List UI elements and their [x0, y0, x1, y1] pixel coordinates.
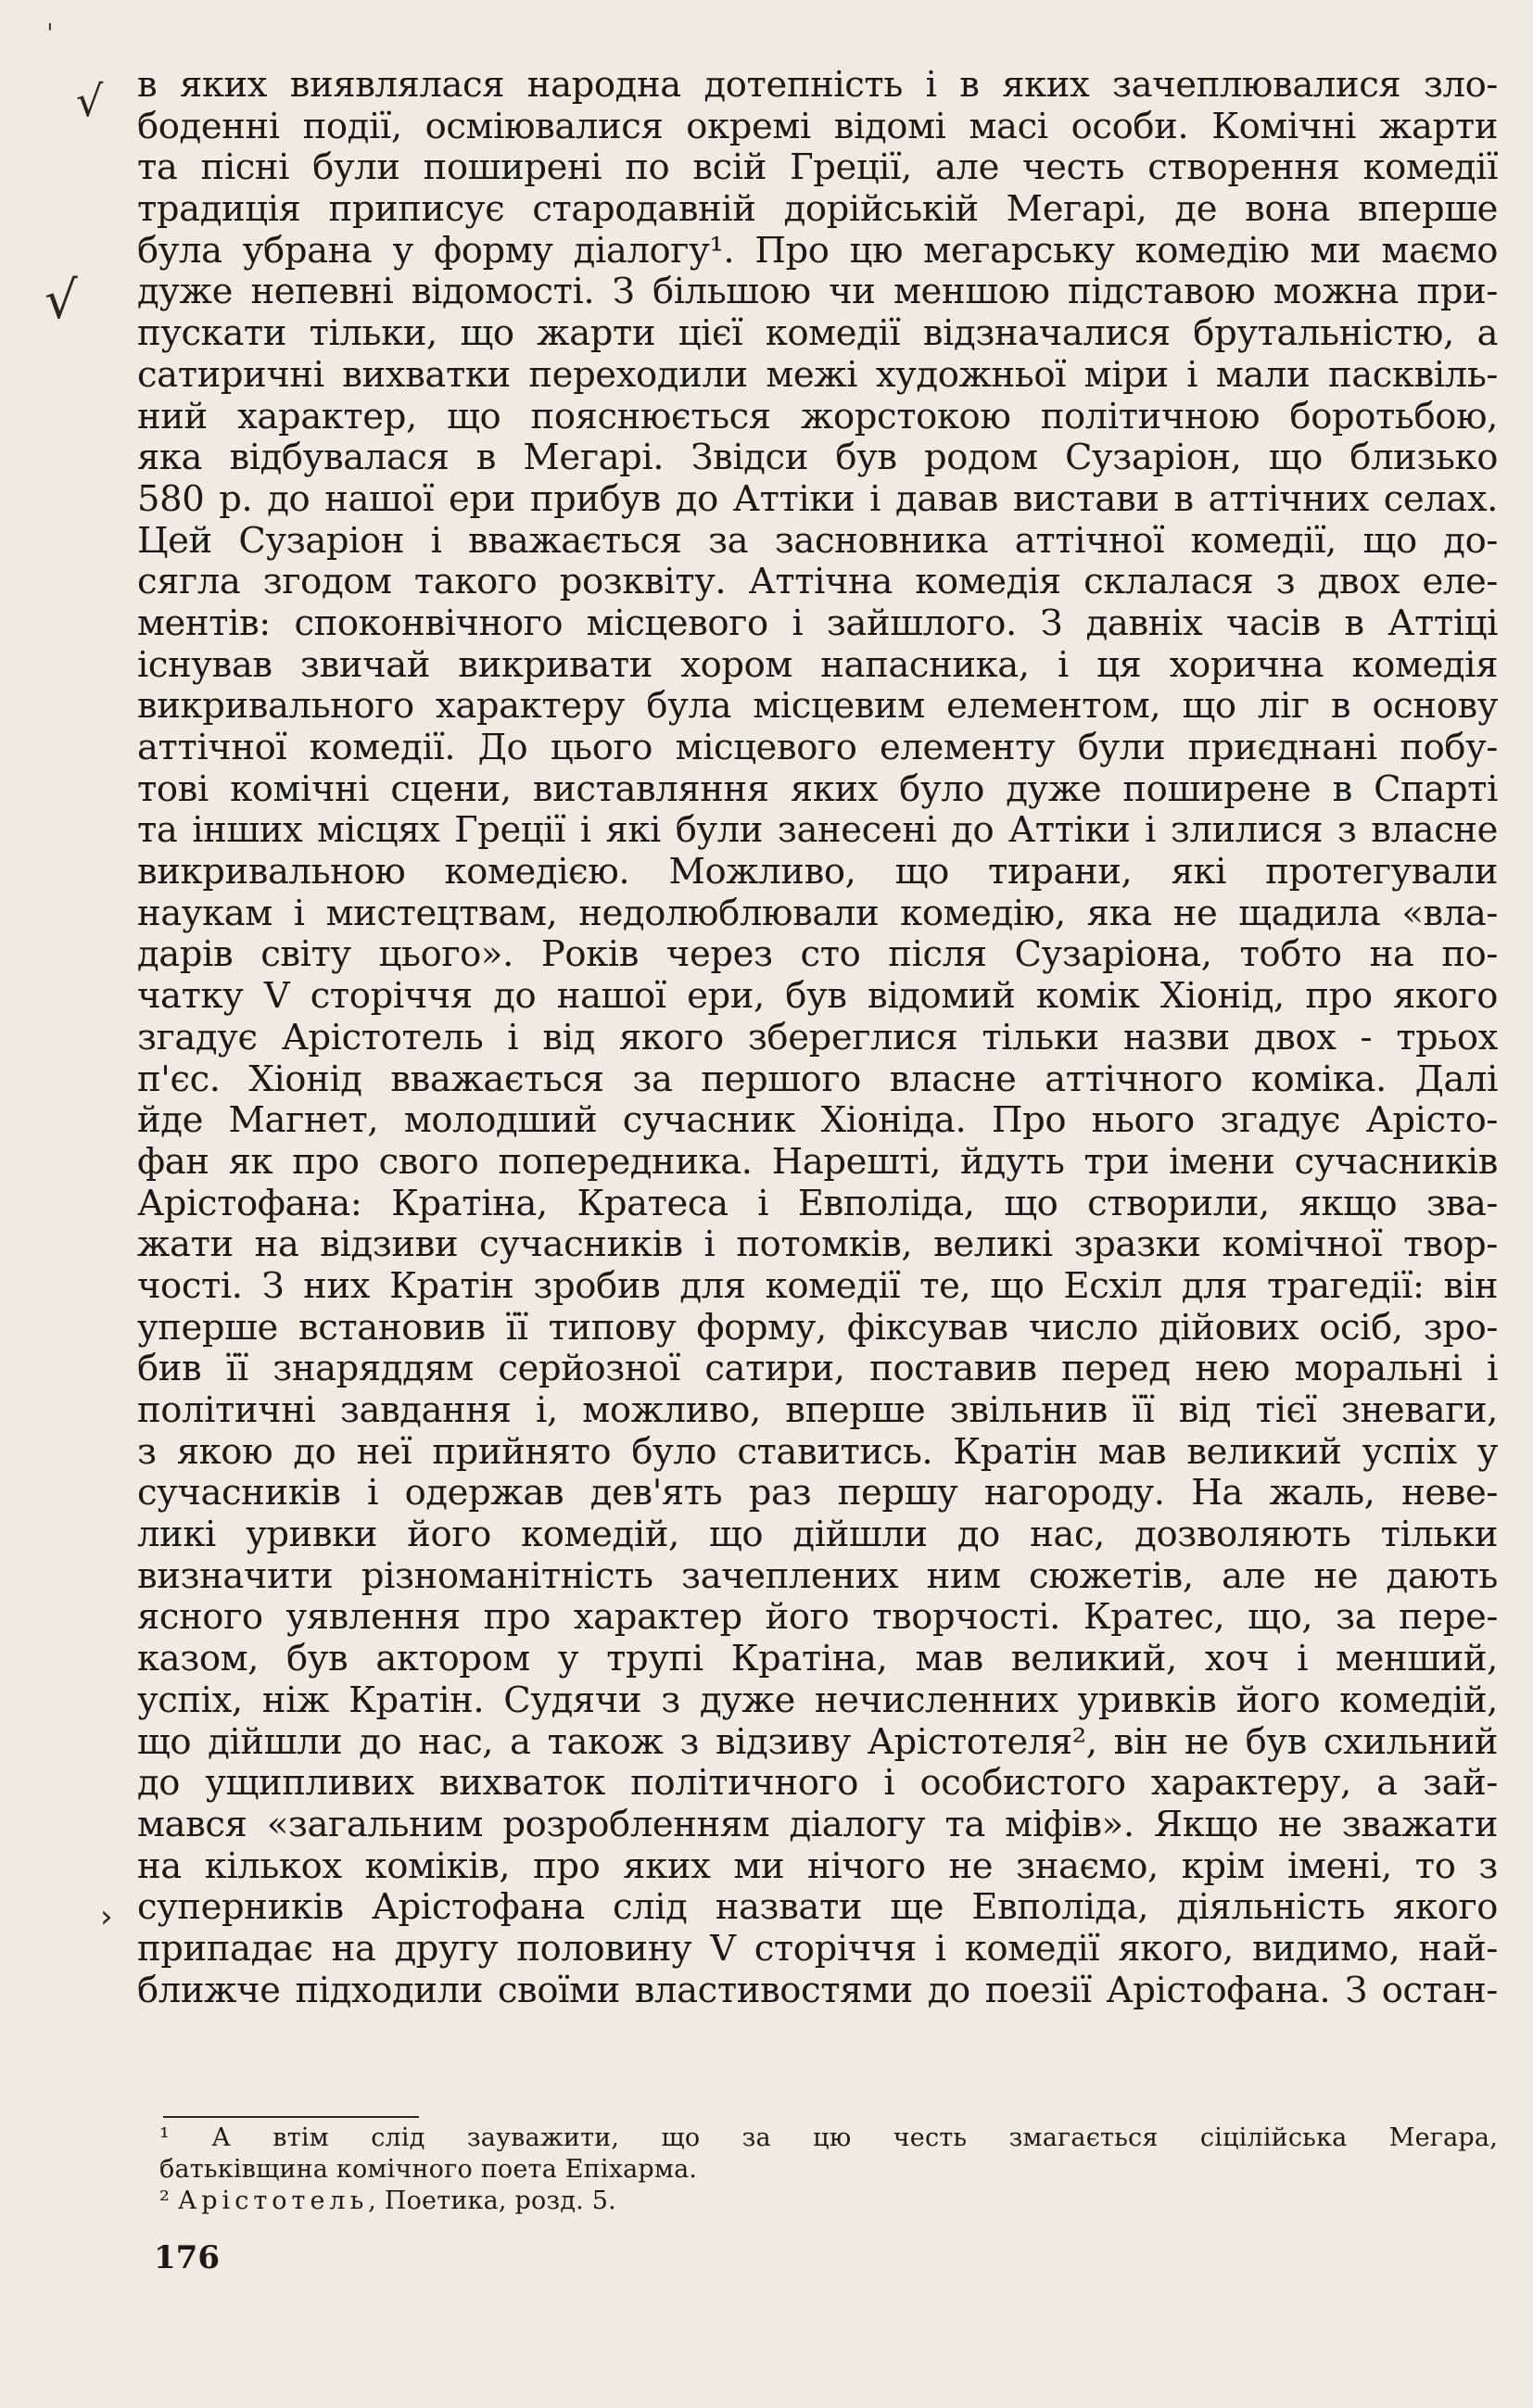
text-line: викривального характеру була місцевим елементом, що ліг в основу	[137, 685, 1498, 728]
text-line: припадає на другу половину V сторіччя і комедії якого, видимо, най-	[137, 1927, 1498, 1970]
text-line: успіх, ніж Кратін. Судячи з дуже нечисленних уривків його комедій,	[137, 1679, 1498, 1721]
text-line: та пісні були поширені по всій Греції, але честь створення комедії	[137, 146, 1498, 189]
text-line: тові комічні сцени, виставляння яких було дуже поширене в Спарті	[137, 767, 1498, 810]
text-line: Арістофана: Кратіна, Кратеса і Евполіда, що створили, якщо зва-	[137, 1182, 1498, 1224]
footnote-2	[159, 2186, 1498, 2217]
text-line: уперше встановив її типову форму, фіксував число дійових осіб, зро-	[137, 1306, 1498, 1349]
text-line: фан як про свого попередника. Нарешті, йдуть три імени сучасників	[137, 1140, 1498, 1183]
text-line: дарів світу цього». Років через сто після Сузаріона, тобто на по-	[137, 933, 1498, 976]
text-line: суперників Арістофана слід назвати ще Евполіда, діяльність якого	[137, 1886, 1498, 1929]
text-line: до ущипливих вихваток політичного і особистого характеру, а зай-	[137, 1762, 1498, 1805]
footnote-2-source: , Поетика, розд. 5.	[368, 2186, 616, 2215]
text-line: наукам і мистецтвам, недолюблювали комедію, яка не щадила «вла-	[137, 892, 1498, 934]
footnote-2-author: Арістотель	[177, 2186, 369, 2215]
page-number: 176	[154, 2239, 220, 2276]
text-line: ний характер, що пояснюється жорстокою політичною боротьбою,	[137, 395, 1498, 437]
text-line: викривальною комедією. Можливо, що тирани, які протегували	[137, 851, 1498, 893]
text-line: сатиричні вихватки переходили межі художньої міри і мали пасквіль-	[137, 353, 1498, 396]
text-line: згадує Арістотель і від якого збереглися тільки назви двох - трьох	[137, 1016, 1498, 1058]
text-line: йде Магнет, молодший сучасник Хіоніда. Про нього згадує Арісто-	[137, 1099, 1498, 1142]
margin-check-mark-icon: √	[76, 76, 104, 126]
footnote-2-marker: ²	[159, 2186, 171, 2215]
text-line: політичні завдання і, можливо, вперше звільнив її від тієї зневаги,	[137, 1389, 1498, 1431]
text-line: дуже непевні відомості. З більшою чи меншою підставою можна при-	[137, 271, 1498, 313]
footnote-divider	[163, 2116, 419, 2118]
text-line: чості. З них Кратін зробив для комедії те, що Есхіл для трагедії: він	[137, 1264, 1498, 1307]
text-line	[137, 2053, 1498, 2095]
text-line: пускати тільки, що жарти цієї комедії відзначалися брутальністю, а	[137, 312, 1498, 355]
text-line: жати на відзиви сучасників і потомків, великі зразки комічної твор-	[137, 1223, 1498, 1266]
text-line: була убрана у форму діалогу¹. Про цю мегарську комедію ми маємо	[137, 229, 1498, 272]
text-line: мався «загальним розробленням діалогу та міфів». Якщо не зважати	[137, 1803, 1498, 1845]
text-line: боденні події, осміювалися окремі відомі масі особи. Комічні жарти	[137, 105, 1498, 147]
text-line: та інших місцях Греції і які були занесені до Аттіки і злилися з власне	[137, 809, 1498, 852]
text-line: аттічної комедії. До цього місцевого елементу були приєднані побу-	[137, 727, 1498, 768]
text-line: на кількох коміків, про яких ми нічого не знаємо, крім імені, то з	[137, 1844, 1498, 1887]
margin-pencil-mark: ›	[100, 1898, 113, 1935]
footnotes	[159, 2123, 1498, 2217]
text-line: яка відбувалася в Мегарі. Звідси був родом Сузаріон, що близько	[137, 437, 1498, 479]
text-line: існував звичай викривати хором напасника, і ця хорична комедія	[137, 643, 1498, 686]
text-line: 580 р. до нашої ери прибув до Аттіки і давав вистави в аттічних селах.	[137, 477, 1498, 520]
text-line: сягла згодом такого розквіту. Аттічна комедія склалася з двох еле-	[137, 561, 1498, 603]
text-line	[137, 2011, 1498, 2053]
text-line: п'єс. Хіонід вважається за першого власне аттічного коміка. Далі	[137, 1058, 1498, 1100]
text-line: визначити різноманітність зачеплених ним сюжетів, але не дають	[137, 1554, 1498, 1597]
text-line: традиція приписує стародавній дорійській Мегарі, де вона вперше	[137, 188, 1498, 231]
margin-check-mark-icon: √	[44, 271, 78, 331]
text-line: ментів: споконвічного місцевого і зайшлого. З давніх часів в Аттіці	[137, 602, 1498, 644]
text-line: казом, був актором у трупі Кратіна, мав великий, хоч і менший,	[137, 1638, 1498, 1680]
text-line: ближче підходили своїми властивостями до поезії Арістофана. З остан-	[137, 1969, 1498, 2011]
text-line: ясного уявлення про характер його творчості. Кратес, що, за пере-	[137, 1596, 1498, 1639]
text-line: що дійшли до нас, а також з відзиву Арістотеля², він не був схильний	[137, 1720, 1498, 1763]
text-line: чатку V сторіччя до нашої ери, був відомий комік Хіонід, про якого	[137, 975, 1498, 1018]
body-text	[137, 65, 1498, 2095]
text-line: в яких виявлялася народна дотепність і в яких зачеплювалися зло-	[137, 64, 1498, 106]
footnote-1-line-1: ¹ А втім слід зауважити, що за цю честь змагається сіцілійська Мегара,	[159, 2123, 1498, 2152]
text-line: Цей Сузаріон і вважається за засновника аттічної комедії, що до-	[137, 519, 1498, 562]
text-line: бив її знаряддям серйозної сатири, поставив перед нею моральні і	[137, 1348, 1498, 1390]
text-line: ликі уривки його комедій, що дійшли до нас, дозволяють тільки	[137, 1514, 1498, 1556]
margin-dot-mark: ˈ	[46, 19, 54, 49]
text-line: з якою до неї прийнято було ставитись. Кратін мав великий успіх у	[137, 1430, 1498, 1473]
text-line: сучасників і одержав дев'ять раз першу нагороду. На жаль, неве-	[137, 1472, 1498, 1515]
footnote-1-line-2: батьківщина комічного поета Епіхарма.	[159, 2155, 698, 2184]
